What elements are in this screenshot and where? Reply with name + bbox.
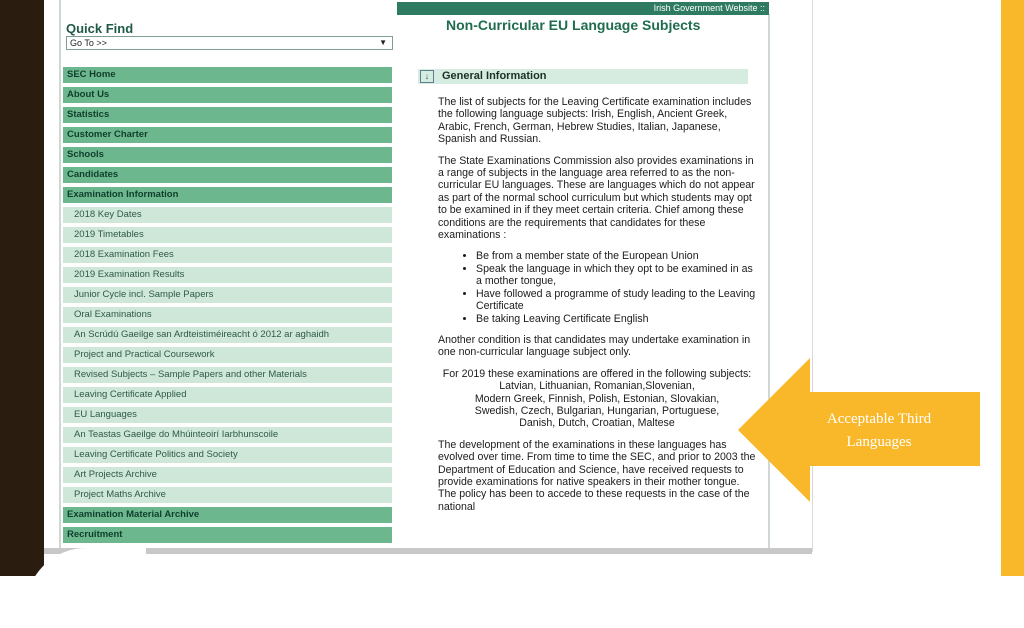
- languages-line: Swedish, Czech, Bulgarian, Hungarian, Portuguese,: [474, 404, 720, 417]
- languages-line: Latvian, Lithuanian, Romanian,Slovenian,: [499, 380, 695, 393]
- sidebar-item[interactable]: Project and Practical Coursework: [63, 347, 392, 363]
- sidebar-item[interactable]: EU Languages: [63, 407, 392, 423]
- sidebar-item[interactable]: Candidates: [63, 167, 392, 183]
- sidebar-item[interactable]: Junior Cycle incl. Sample Papers: [63, 287, 392, 303]
- page-frame-left: [59, 0, 61, 552]
- paragraph-development: The development of the examinations in these languages has evolved over time. From time to time the SEC, and prior to 2003 the Department of Education and Science, have received requests to provide examinations for native speakers in their mother tongue. The policy has been to accede to these requests in the case of the national: [438, 438, 756, 513]
- sidebar-item[interactable]: Schools: [63, 147, 392, 163]
- screenshot-bottom-strip: [44, 548, 812, 554]
- languages-block: [438, 368, 756, 430]
- sidebar-item[interactable]: 2019 Examination Results: [63, 267, 392, 283]
- conditions-list: [438, 250, 756, 324]
- list-item: • Have followed a programme of study leading to the Leaving Certificate: [476, 288, 756, 313]
- list-item: • Speak the language in which they opt to be examined in as a mother tongue,: [476, 263, 756, 288]
- languages-line: Modern Greek, Finnish, Polish, Estonian, Slovakian,: [474, 392, 720, 405]
- sidebar-item[interactable]: 2018 Key Dates: [63, 207, 392, 223]
- languages-intro: For 2019 these examinations are offered in the following subjects:: [442, 367, 752, 380]
- languages-line: Danish, Dutch, Croatian, Maltese: [519, 417, 675, 430]
- slide-right-accent-bar: [1001, 0, 1024, 576]
- slide-left-band: [0, 0, 44, 576]
- sidebar-item[interactable]: An Teastas Gaeilge do Mhúinteoirí Iarbhunscoile: [63, 427, 392, 443]
- website-screenshot: [44, 0, 813, 552]
- callout-line: Acceptable Third: [826, 411, 932, 427]
- chevron-down-icon: ▼: [379, 38, 387, 47]
- sidebar-item[interactable]: Art Projects Archive: [63, 467, 392, 483]
- quick-find-title: Quick Find: [66, 21, 134, 36]
- sidebar-item[interactable]: Leaving Certificate Politics and Society: [63, 447, 392, 463]
- sidebar-item[interactable]: Project Maths Archive: [63, 487, 392, 503]
- goto-dropdown-value: Go To >>: [70, 38, 107, 48]
- sidebar-item[interactable]: Examination Material Archive: [63, 507, 392, 523]
- section-header: [418, 69, 748, 84]
- sidebar-item[interactable]: Statistics: [63, 107, 392, 123]
- sidebar-item[interactable]: Oral Examinations: [63, 307, 392, 323]
- sidebar-item[interactable]: Customer Charter: [63, 127, 392, 143]
- main-content: [438, 96, 756, 522]
- goto-dropdown[interactable]: [66, 36, 393, 50]
- list-item: • Be taking Leaving Certificate English: [476, 313, 756, 325]
- paragraph-subjects: The list of subjects for the Leaving Certificate examination includes the following language subjects: Irish, English, Ancient Greek, Arabic, French, German, Hebrew Studies, Italian, Japanese, Spanish and Russian.: [438, 96, 752, 146]
- sidebar-item[interactable]: 2018 Examination Fees: [63, 247, 392, 263]
- sidebar-item[interactable]: An Scrúdú Gaeilge san Ardteistiméireacht ó 2012 ar aghaidh: [63, 327, 392, 343]
- callout-line: Languages: [846, 434, 912, 450]
- callout-arrow: [738, 358, 980, 502]
- arrow-down-icon[interactable]: ↓: [420, 70, 434, 83]
- section-title: General Information: [442, 70, 547, 82]
- sidebar-item[interactable]: 2019 Timetables: [63, 227, 392, 243]
- sidebar-item[interactable]: About Us: [63, 87, 392, 103]
- paragraph-condition: Another condition is that candidates may undertake examination in one non-curricular language subject only.: [438, 333, 751, 359]
- sidebar-item[interactable]: SEC Home: [63, 67, 392, 83]
- sidebar-item[interactable]: Leaving Certificate Applied: [63, 387, 392, 403]
- slide-corner-curve: [26, 548, 146, 628]
- page-title: Non-Curricular EU Language Subjects: [446, 17, 701, 33]
- paragraph-non-curricular: The State Examinations Commission also provides examinations in a range of subjects in the language area referred to as the non-curricular EU languages. These are languages which do not appear as part of the normal school curriculum but which students may opt to be examined in if they meet certain criteria. Chief among these conditions are the requirements that candidates for these examinations :: [438, 154, 755, 242]
- list-item: • Be from a member state of the European Union: [476, 250, 756, 262]
- gov-website-link[interactable]: Irish Government Website ::: [397, 2, 769, 15]
- sidebar-item[interactable]: Revised Subjects – Sample Papers and other Materials: [63, 367, 392, 383]
- sidebar-nav: [63, 67, 392, 547]
- callout-label: [806, 408, 952, 454]
- sidebar-item[interactable]: Recruitment: [63, 527, 392, 543]
- sidebar-item[interactable]: Examination Information: [63, 187, 392, 203]
